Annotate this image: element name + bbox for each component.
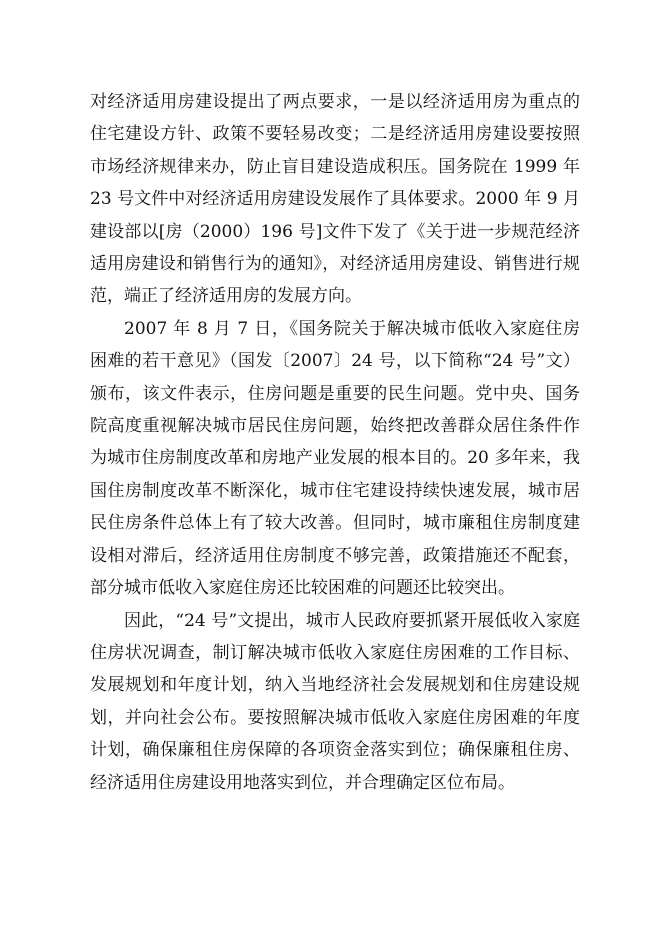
document-page <box>90 86 580 799</box>
paragraph-government-requirements: 因此，“24 号”文提出，城市人民政府要抓紧开展低收入家庭住房状况调查，制订解决城市低收入家庭住房困难的工作目标、发展规划和年度计划，纳入当地经济社会发展规划和住房建设规划，并向社会公布。要按照解决城市低收入家庭住房困难的年度计划，确保廉租住房保障的各项资金落实到位；确保廉租住房、经济适用住房建设用地落实到位，并合理确定区位布局。 <box>90 610 580 793</box>
paragraph-housing-policy: 对经济适用房建设提出了两点要求，一是以经济适用房为重点的住宅建设方针、政策不要轻易改变；二是经济适用房建设要按照市场经济规律来办，防止盲目建设造成积压。国务院在 1999 年 23 号文件中对经济适用房建设发展作了具体要求。2000 年 9 月建设部以[房（2000）196 号]文件下发了《关于进一步规范经济适用房建设和销售行为的通知》，对经济适用房建设、销售进行规范，端正了经济适用房的发展方向。 <box>90 92 580 307</box>
paragraph-2007-opinion: 2007 年 8 月 7 日，《国务院关于解决城市低收入家庭住房困难的若干意见》（国发〔2007〕24 号，以下简称“24 号”文）颁布，该文件表示，住房问题是重要的民生问题。党中央、国务院高度重视解决城市居民住房问题，始终把改善群众居住条件作为城市住房制度改革和房地产业发展的根本目的。20 多年来，我国住房制度改革不断深化，城市住宅建设持续快速发展，城市居民住房条件总体上有了较大改善。但同时，城市廉租住房制度建设相对滞后，经济适用住房制度不够完善，政策措施还不配套，部分城市低收入家庭住房还比较困难的问题还比较突出。 <box>90 318 580 599</box>
